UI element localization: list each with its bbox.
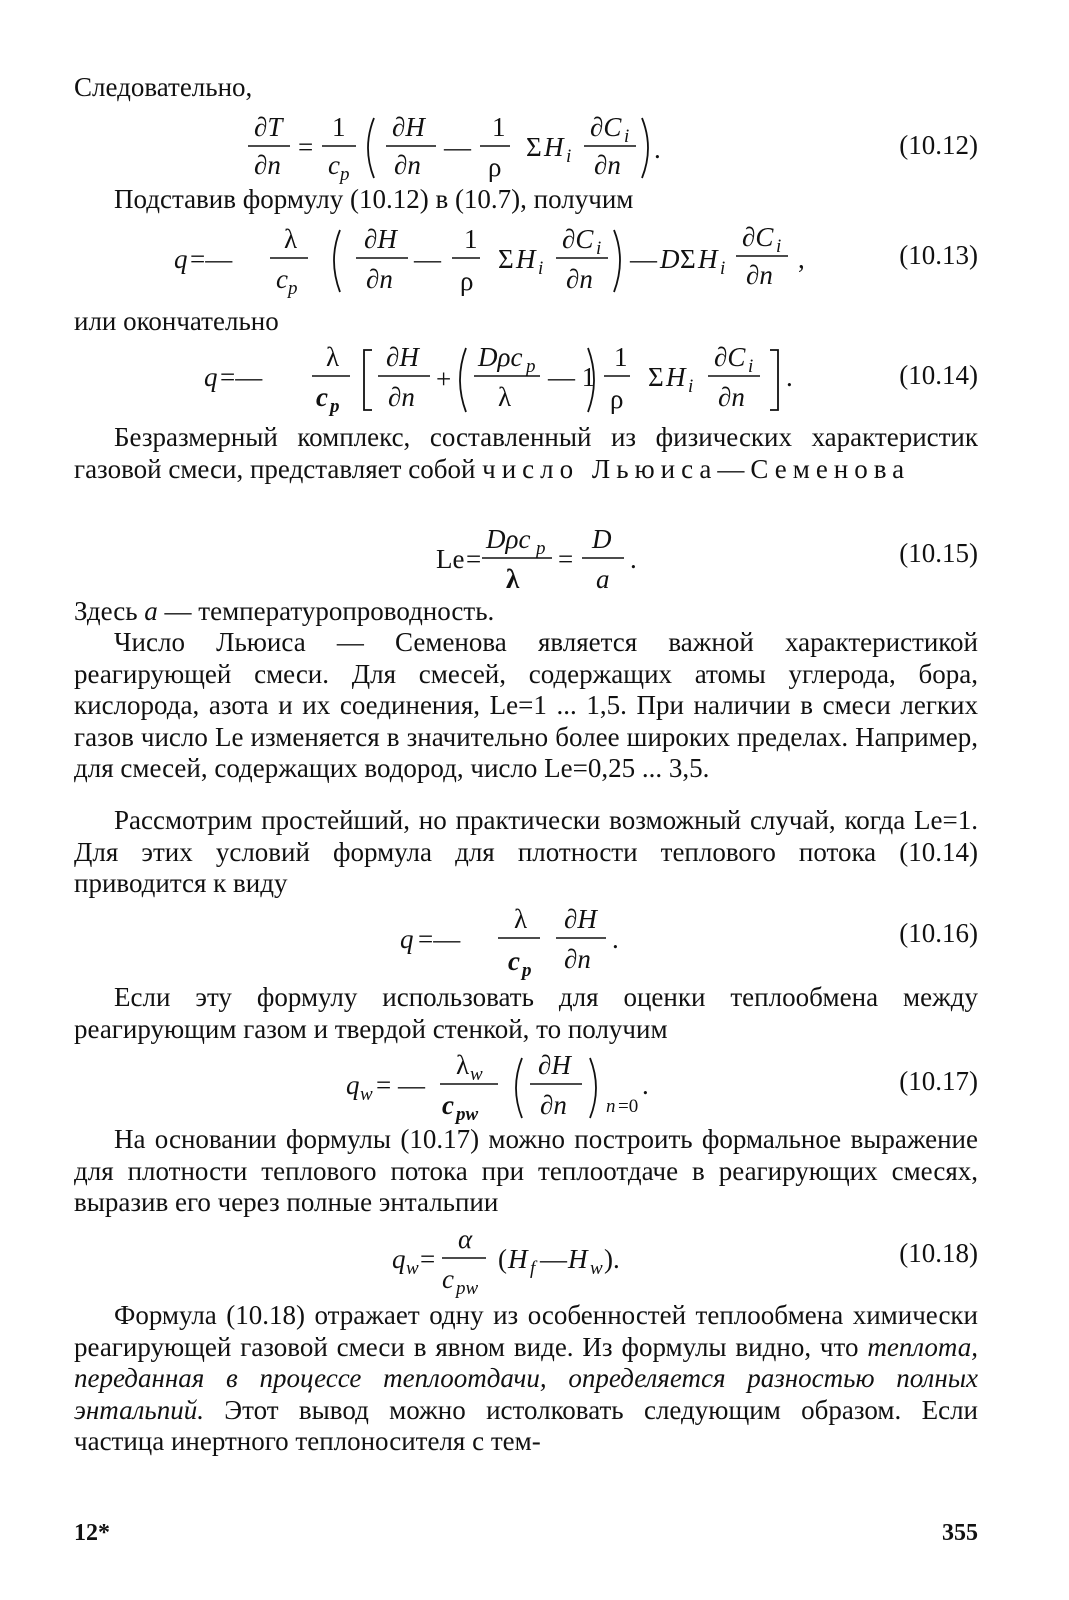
svg-text:.: . <box>642 1070 649 1100</box>
svg-text:Dρc: Dρc <box>478 342 523 372</box>
svg-text:i: i <box>720 258 726 279</box>
svg-text:Le: Le <box>436 544 465 574</box>
paragraph-diffusivity <box>74 596 978 628</box>
page-number: 355 <box>942 1520 978 1546</box>
svg-text:=: = <box>558 544 574 574</box>
term-lewis-semenov: число Льюиса—Семенова <box>482 453 911 484</box>
svg-text:∂n: ∂n <box>254 150 281 180</box>
text-simplest-case: Рассмотрим простейший, но практически возможный случай, когда Le=1. Для этих условий формула для плотности теплового потока (10.14) приводится к виду <box>74 805 978 898</box>
text-conclusion-italic: теплота, переданная в процессе теплоотдачи, определяется разностью полных энтальпий. <box>74 1331 978 1425</box>
equation-number: (10.16) <box>899 918 978 948</box>
svg-text:∂H: ∂H <box>564 904 597 934</box>
svg-text:w: w <box>406 1258 419 1279</box>
svg-text:—: — <box>540 1244 567 1274</box>
equation-10-13 <box>74 222 978 298</box>
svg-text:.: . <box>630 544 637 574</box>
equation-10-12 <box>74 112 978 184</box>
svg-text:∂C: ∂C <box>562 224 594 254</box>
svg-text:—: — <box>444 132 471 162</box>
svg-text:=: = <box>298 132 314 162</box>
svg-text:— 1: — 1 <box>548 362 596 392</box>
svg-text:Σ: Σ <box>680 244 696 274</box>
svg-text:p: p <box>536 538 546 559</box>
svg-text:=—: =— <box>220 362 263 392</box>
svg-text:p: p <box>288 278 298 299</box>
svg-text:Σ: Σ <box>498 244 514 274</box>
svg-text:=: = <box>420 1244 436 1274</box>
svg-text:λ: λ <box>456 1050 470 1080</box>
svg-text:q: q <box>174 244 188 274</box>
formula-10-16 <box>74 904 978 980</box>
svg-text:i: i <box>566 146 572 167</box>
svg-text:.: . <box>654 134 661 164</box>
paragraph-simplest-case <box>74 805 978 900</box>
svg-text:∂H: ∂H <box>392 112 425 142</box>
svg-text:q: q <box>204 362 218 392</box>
equation-10-15 <box>74 524 978 598</box>
svg-text:∂n: ∂n <box>540 1090 567 1120</box>
svg-text:q: q <box>400 924 414 954</box>
text-conclusion-end: Этот вывод можно истолковать следующим образом. Если частица инертного теплоносителя с тем- <box>74 1394 978 1456</box>
svg-text:λ: λ <box>498 382 512 412</box>
svg-text:i: i <box>688 376 694 397</box>
signature-mark: 12* <box>74 1520 110 1546</box>
svg-text:H: H <box>568 1244 588 1274</box>
svg-text:c: c <box>508 946 520 976</box>
svg-text:c: c <box>276 264 288 294</box>
svg-text:=: = <box>466 544 482 574</box>
svg-text:ρ: ρ <box>488 152 502 182</box>
svg-text:n: n <box>606 1096 616 1117</box>
svg-text:α: α <box>458 1224 473 1254</box>
equation-number: (10.12) <box>899 130 978 160</box>
svg-text:D: D <box>592 524 612 554</box>
svg-text:∂C: ∂C <box>590 112 622 142</box>
svg-text:∂n: ∂n <box>366 264 393 294</box>
svg-text:Σ: Σ <box>648 362 664 392</box>
text-wall-heat: Если эту формулу использовать для оценки теплообмена между реагирующим газом и твердой стенкой, то получим <box>74 982 978 1044</box>
svg-text:=—: =— <box>418 924 461 954</box>
svg-text:H: H <box>698 244 718 274</box>
paragraph-conclusion <box>74 1300 978 1458</box>
svg-text:—: — <box>630 244 657 274</box>
svg-text:q: q <box>346 1070 360 1100</box>
svg-text:i: i <box>538 258 544 279</box>
svg-text:p: p <box>330 396 340 417</box>
svg-text:i: i <box>624 126 630 147</box>
svg-text:p: p <box>340 164 350 185</box>
svg-text:pw: pw <box>456 1104 479 1125</box>
paragraph-finally <box>74 306 978 338</box>
svg-text:∂n: ∂n <box>394 150 421 180</box>
svg-text:H: H <box>516 244 536 274</box>
svg-text:(: ( <box>498 1244 507 1274</box>
page-footer <box>74 1520 978 1556</box>
equation-number: (10.17) <box>899 1066 978 1096</box>
svg-text:1: 1 <box>614 342 628 372</box>
svg-text:c: c <box>442 1090 454 1120</box>
equation-number: (10.18) <box>899 1238 978 1268</box>
svg-text:i: i <box>596 238 602 259</box>
svg-text:=—: =— <box>190 244 233 274</box>
svg-text:ρ: ρ <box>610 384 624 414</box>
svg-text:ρ: ρ <box>460 266 474 296</box>
svg-text:∂n: ∂n <box>566 264 593 294</box>
svg-text:1: 1 <box>464 224 478 254</box>
svg-text:c: c <box>316 382 328 412</box>
svg-text:w: w <box>590 1258 603 1279</box>
svg-text:p: p <box>522 960 532 981</box>
equation-10-16 <box>74 904 978 980</box>
svg-text:∂C: ∂C <box>714 342 746 372</box>
equation-number: (10.13) <box>899 240 978 270</box>
paragraph-enthalpy-expression <box>74 1124 978 1219</box>
svg-text:a: a <box>596 564 610 594</box>
text-enthalpy-expression: На основании формулы (10.17) можно построить формальное выражение для плотности теплового потока при теплоотдаче в реагирующих смесях, выразив его через полные энтальпии <box>74 1124 978 1217</box>
svg-text:i: i <box>776 236 782 257</box>
svg-text:∂n: ∂n <box>564 944 591 974</box>
svg-text:—: — <box>414 244 441 274</box>
equation-10-14 <box>74 340 978 418</box>
svg-text:Σ: Σ <box>526 132 542 162</box>
svg-text:f: f <box>530 1258 536 1279</box>
svg-text:λ: λ <box>506 564 520 594</box>
formula-10-18 <box>74 1224 978 1300</box>
svg-text:∂n: ∂n <box>746 260 773 290</box>
svg-text:H: H <box>508 1244 528 1274</box>
formula-10-14 <box>74 340 978 418</box>
svg-text:∂T: ∂T <box>254 112 283 142</box>
svg-text:λ: λ <box>514 904 528 934</box>
formula-10-13 <box>74 222 978 298</box>
text-sledovatelno: Следовательно, <box>74 72 253 102</box>
svg-text:1: 1 <box>492 112 506 142</box>
svg-text:D: D <box>660 244 680 274</box>
svg-text:λ: λ <box>284 224 298 254</box>
svg-text:,: , <box>798 244 805 274</box>
svg-text:w: w <box>470 1064 483 1085</box>
svg-text:).: ). <box>604 1244 620 1274</box>
svg-text:= —: = — <box>376 1070 425 1100</box>
text-lewis-values: Число Льюиса — Семенова является важной характеристикой реагирующей смеси. Для смесей, содержащих атомы углерода, бора, кислорода, азота и их соединения, Le=1 ... 1,5. При наличии в смеси легких газов число Le изменяется в значительно более широких пределах. Например, для смесей, содержащих водород, число Le=0,25 ... 3,5. <box>74 627 978 783</box>
equation-10-17 <box>74 1050 978 1124</box>
svg-text:.: . <box>786 362 793 392</box>
symbol-a: a <box>144 596 158 626</box>
svg-text:i: i <box>748 356 754 377</box>
svg-text:Dρc: Dρc <box>486 524 531 554</box>
svg-text:=0: =0 <box>618 1096 639 1117</box>
svg-text:1: 1 <box>332 112 346 142</box>
svg-text:pw: pw <box>456 1278 479 1299</box>
paragraph-lewis-number <box>74 422 978 485</box>
svg-text:q: q <box>392 1244 406 1274</box>
svg-text:c: c <box>442 1264 454 1294</box>
svg-text:∂H: ∂H <box>386 342 419 372</box>
svg-text:.: . <box>612 924 619 954</box>
text-conclusion-start: Формула (10.18) отражает одну из особенностей теплообмена химически реагирующей газовой смеси в явном виде. Из формулы видно, что <box>74 1300 978 1362</box>
paragraph-wall-heat <box>74 982 978 1045</box>
text-thermal-diffusivity: — температуропроводность. <box>157 596 495 626</box>
svg-text:∂n: ∂n <box>594 150 621 180</box>
svg-text:λ: λ <box>326 342 340 372</box>
text-podstaviv: Подставив формулу (10.12) в (10.7), получим <box>114 184 634 214</box>
formula-10-15 <box>74 524 978 598</box>
equation-number: (10.15) <box>899 538 978 568</box>
equation-number: (10.14) <box>899 360 978 390</box>
text-bezrazmernyi: Безразмерный комплекс, составленный из физических характеристик газовой смеси, представляет собой <box>74 422 978 484</box>
paragraph-substitute <box>74 184 978 216</box>
formula-10-17 <box>74 1050 978 1124</box>
svg-text:H: H <box>666 362 686 392</box>
svg-text:c: c <box>328 150 340 180</box>
svg-text:∂n: ∂n <box>718 382 745 412</box>
svg-text:w: w <box>360 1084 373 1105</box>
svg-text:+: + <box>436 364 452 394</box>
formula-10-12 <box>74 112 978 184</box>
svg-text:∂n: ∂n <box>388 382 415 412</box>
text-okonchatelno: или окончательно <box>74 306 279 336</box>
paragraph-lewis-values <box>74 627 978 785</box>
svg-text:∂H: ∂H <box>364 224 397 254</box>
paragraph-intro <box>74 72 978 104</box>
svg-text:∂H: ∂H <box>538 1050 571 1080</box>
equation-10-18 <box>74 1224 978 1300</box>
text-zdes: Здесь <box>74 596 145 626</box>
svg-text:p: p <box>526 356 536 377</box>
svg-text:∂C: ∂C <box>742 222 774 252</box>
svg-text:H: H <box>544 132 564 162</box>
